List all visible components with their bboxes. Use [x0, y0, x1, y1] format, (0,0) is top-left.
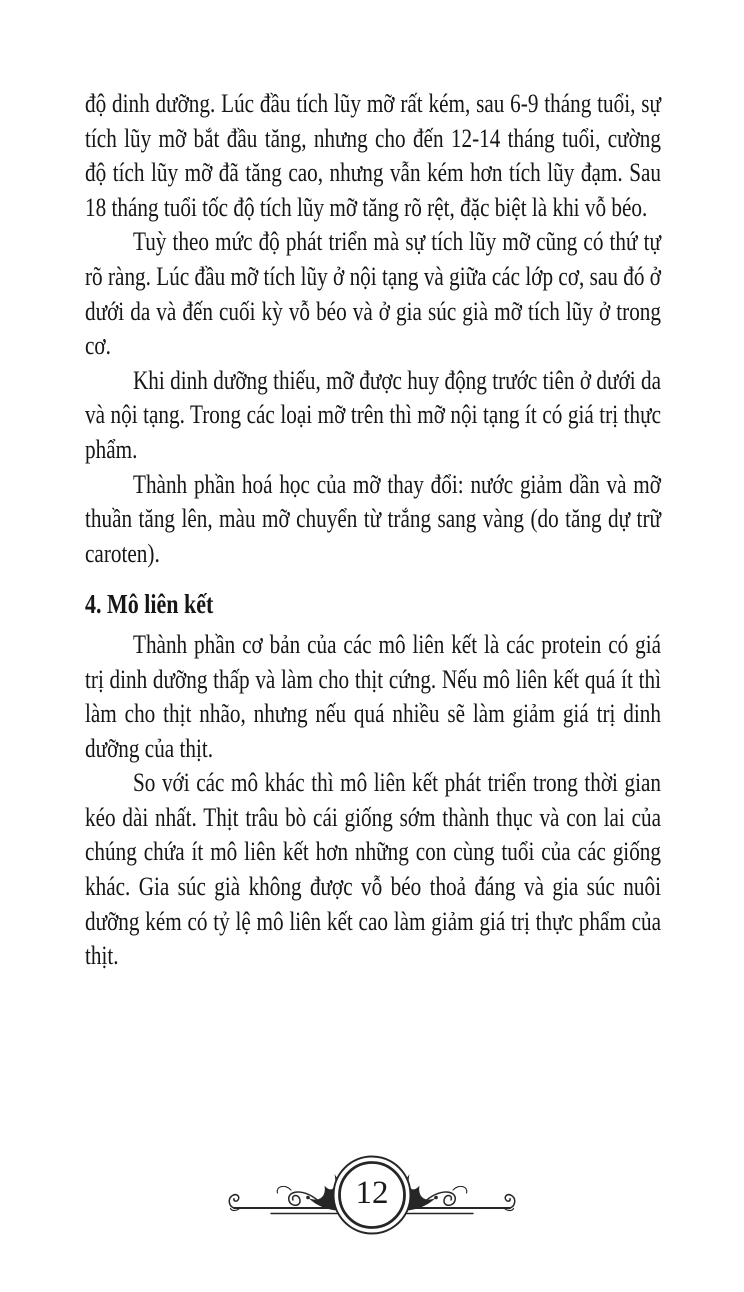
paragraph: So với các mô khác thì mô liên kết phát triển trong thời gian kéo dài nhất. Thịt trâu bò cái giống sớm thành thục và con lai của chúng chứa ít mô liên kết hơn những con cùng tuổi của các giống khác. Gia súc già không được vỗ béo thoả đáng và gia súc nuôi dưỡng kém có tỷ lệ mô liên kết cao làm giảm giá trị thực phẩm của thịt.: [85, 767, 661, 971]
paragraph: Tuỳ theo mức độ phát triển mà sự tích lũy mỡ cũng có thứ tự rõ ràng. Lúc đầu mỡ tích lũy ở nội tạng và giữa các lớp cơ, sau đó ở dưới da và đến cuối kỳ vỗ béo và ở gia súc già mỡ tích lũy ở trong cơ.: [85, 226, 661, 361]
paragraph: Thành phần hoá học của mỡ thay đổi: nước giảm dần và mỡ thuần tăng lên, màu mỡ chuyển từ trắng sang vàng (do tăng dự trữ caroten).: [85, 468, 661, 568]
paragraph: Thành phần cơ bản của các mô liên kết là các protein có giá trị dinh dưỡng thấp và làm cho thịt cứng. Nếu mô liên kết quá ít thì làm cho thịt nhão, nhưng nếu quá nhiều sẽ làm giảm giá trị dinh dưỡng của thịt.: [85, 628, 661, 763]
paragraph: Khi dinh dưỡng thiếu, mỡ được huy động trước tiên ở dưới da và nội tạng. Trong các loại mỡ trên thì mỡ nội tạng ít có giá trị thực phẩm.: [85, 364, 661, 464]
page-number: 12: [355, 1175, 389, 1211]
paragraph: độ dinh dưỡng. Lúc đầu tích lũy mỡ rất kém, sau 6-9 tháng tuổi, sự tích lũy mỡ bắt đầu tăng, nhưng cho đến 12-14 tháng tuổi, cường độ tích lũy mỡ đã tăng cao, nhưng vẫn kém hơn tích lũy đạm. Sau 18 tháng tuổi tốc độ tích lũy mỡ tăng rõ rệt, đặc biệt là khi vỗ béo.: [85, 88, 661, 222]
section-heading: 4. Mô liên kết: [85, 588, 214, 620]
page-content: [85, 86, 661, 973]
page-footer: [227, 1152, 517, 1252]
